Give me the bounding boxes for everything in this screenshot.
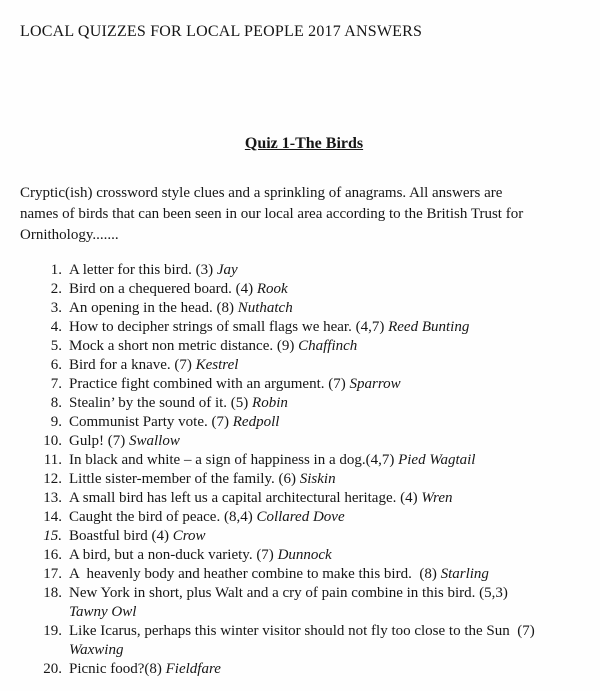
item-clue: Practice fight combined with an argument. (7): [69, 376, 346, 392]
item-number: 3.: [50, 300, 62, 316]
item-number: 4.: [50, 319, 62, 335]
quiz-item: [20, 356, 588, 375]
quiz-item: [20, 622, 588, 660]
item-clue: New York in short, plus Walt and a cry of pain combine in this bird. (5,3): [69, 585, 508, 601]
item-number: 9.: [50, 414, 62, 430]
item-clue: A small bird has left us a capital architectural heritage. (4): [69, 490, 418, 506]
item-clue: In black and white – a sign of happiness in a dog.(4,7): [69, 452, 395, 468]
item-text: [62, 451, 475, 470]
item-number: 14.: [43, 509, 62, 525]
item-answer: Pied Wagtail: [398, 452, 476, 468]
item-number: 13.: [43, 490, 62, 506]
item-text: [62, 660, 221, 679]
item-text: [62, 299, 293, 318]
item-answer: Redpoll: [232, 414, 280, 430]
item-answer: Wren: [421, 490, 453, 506]
quiz-answer-list: [20, 261, 588, 679]
item-text: [62, 394, 288, 413]
quiz-item: [20, 584, 588, 622]
item-number: 20.: [43, 661, 62, 677]
item-clue: Little sister-member of the family. (6): [69, 471, 296, 487]
quiz-item: [20, 508, 588, 527]
item-clue: Gulp! (7): [69, 433, 126, 449]
item-answer: Starling: [440, 566, 489, 582]
item-text: [62, 622, 535, 660]
item-number: 18.: [43, 585, 62, 601]
item-number: 11.: [43, 452, 62, 468]
item-answer: Fieldfare: [165, 661, 221, 677]
quiz-item: [20, 546, 588, 565]
item-number: 17.: [43, 566, 62, 582]
quiz-item: [20, 280, 588, 299]
item-answer: Waxwing: [69, 642, 124, 658]
item-clue: Mock a short non metric distance. (9): [69, 338, 295, 354]
item-number: 15.: [43, 528, 62, 544]
quiz-item: [20, 413, 588, 432]
item-number: 5.: [50, 338, 62, 354]
quiz-item: [20, 394, 588, 413]
item-answer: Sparrow: [349, 376, 401, 392]
item-answer: Reed Bunting: [388, 319, 470, 335]
quiz-heading-wrap: [20, 134, 588, 154]
item-text: [62, 280, 288, 299]
item-clue: Boastful bird (4): [69, 528, 169, 544]
item-text: [62, 584, 508, 622]
item-answer: Chaffinch: [298, 338, 358, 354]
item-text: [62, 356, 238, 375]
item-answer: Tawny Owl: [69, 604, 137, 620]
item-text: [62, 489, 452, 508]
item-answer: Siskin: [299, 471, 336, 487]
quiz-heading: Quiz 1-The Birds: [244, 135, 364, 152]
item-answer: Robin: [252, 395, 288, 411]
item-answer: Jay: [216, 262, 238, 278]
document-title: LOCAL QUIZZES FOR LOCAL PEOPLE 2017 ANSWERS: [20, 23, 423, 40]
item-answer: Nuthatch: [237, 300, 293, 316]
quiz-item: [20, 565, 588, 584]
item-answer: Kestrel: [195, 357, 239, 373]
item-text: [62, 470, 336, 489]
quiz-item: [20, 451, 588, 470]
item-answer: Rook: [256, 281, 288, 297]
intro-line: names of birds that can been seen in our local area according to the British Trust for: [20, 206, 524, 222]
item-number: 16.: [43, 547, 62, 563]
item-clue: A letter for this bird. (3): [69, 262, 214, 278]
intro-line: Ornithology.......: [20, 227, 119, 243]
item-text: [62, 546, 332, 565]
item-clue: A bird, but a non-duck variety. (7): [69, 547, 274, 563]
item-text: [62, 508, 345, 527]
item-text: [62, 527, 206, 546]
item-clue: Bird for a knave. (7): [69, 357, 192, 373]
item-number: 7.: [50, 376, 62, 392]
item-clue: Stealin’ by the sound of it. (5): [69, 395, 249, 411]
item-clue: Picnic food?(8): [69, 661, 162, 677]
item-answer: Collared Dove: [256, 509, 345, 525]
item-number: 10.: [43, 433, 62, 449]
item-text: [62, 261, 238, 280]
item-clue: A heavenly body and heather combine to make this bird. (8): [69, 566, 437, 582]
item-text: [62, 432, 180, 451]
item-answer: Swallow: [129, 433, 180, 449]
quiz-item: [20, 432, 588, 451]
quiz-item: [20, 375, 588, 394]
item-clue: How to decipher strings of small flags we hear. (4,7): [69, 319, 385, 335]
item-number: 1.: [50, 262, 62, 278]
quiz-item: [20, 527, 588, 546]
quiz-item: [20, 660, 588, 679]
quiz-item: [20, 470, 588, 489]
item-text: [62, 565, 489, 584]
item-answer: Dunnock: [277, 547, 332, 563]
quiz-item: [20, 318, 588, 337]
item-number: 2.: [50, 281, 62, 297]
item-clue: Like Icarus, perhaps this winter visitor should not fly too close to the Sun (7): [69, 623, 535, 639]
quiz-item: [20, 261, 588, 280]
intro-line: Cryptic(ish) crossword style clues and a sprinkling of anagrams. All answers are: [20, 185, 503, 201]
item-answer: Crow: [172, 528, 206, 544]
item-clue: Caught the bird of peace. (8,4): [69, 509, 253, 525]
item-number: 6.: [50, 357, 62, 373]
intro-paragraph: [20, 183, 588, 246]
item-number: 19.: [43, 623, 62, 639]
item-clue: Communist Party vote. (7): [69, 414, 229, 430]
item-number: 12.: [43, 471, 62, 487]
item-text: [62, 413, 279, 432]
item-text: [62, 337, 357, 356]
quiz-item: [20, 299, 588, 318]
item-text: [62, 375, 401, 394]
item-number: 8.: [50, 395, 62, 411]
item-clue: An opening in the head. (8): [69, 300, 234, 316]
item-text: [62, 318, 469, 337]
item-clue: Bird on a chequered board. (4): [69, 281, 254, 297]
quiz-item: [20, 489, 588, 508]
quiz-item: [20, 337, 588, 356]
